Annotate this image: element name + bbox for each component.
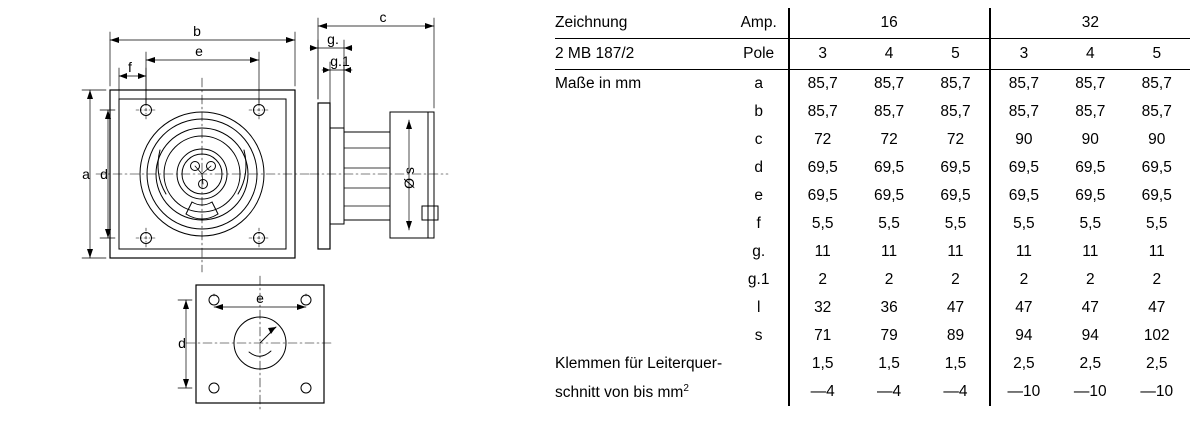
dim-label-d2: d: [178, 335, 186, 351]
cell-f-32-5: 5,5: [1145, 215, 1168, 233]
dim-label-s: Ø s: [401, 167, 417, 189]
row-spacer-c: [555, 126, 730, 154]
cell-d-16-4: 69,5: [874, 159, 905, 177]
cell-g1-32-4: 2: [1085, 271, 1095, 289]
table-row: [555, 238, 1190, 266]
row-dim-g: g.: [730, 238, 789, 266]
cell-l-16-5: 47: [922, 294, 989, 322]
terminal-dim-spacer-bottom: [730, 378, 789, 406]
cell-s-32-3: 94: [1015, 327, 1033, 345]
cell-b-16-3: 85,7: [807, 103, 838, 121]
cell-l-16-3: 32: [814, 299, 832, 317]
row-spacer-s: [555, 322, 730, 350]
cell-terminal-bottom-32-5: —10: [1140, 383, 1174, 401]
specification-table-panel: [555, 8, 1195, 418]
row-spacer-g1: [555, 266, 730, 294]
header-pole-32-3: 3: [990, 39, 1057, 70]
cell-terminal-top-32-5: 2,5: [1145, 355, 1168, 373]
dim-label-f: f: [128, 59, 132, 75]
table-row: [555, 266, 1190, 294]
cell-s-32-5: 102: [1143, 327, 1170, 345]
specification-table: [555, 8, 1190, 406]
table-header-row-pole: [555, 39, 1190, 70]
cell-c-16-5: 72: [922, 126, 989, 154]
cell-a-16-3: 85,7: [807, 75, 838, 93]
cell-c-32-3: 90: [1015, 131, 1033, 149]
terminal-label-superscript: 2: [683, 382, 689, 394]
header-pole-16-3: 3: [789, 39, 856, 70]
cell-b-32-3: 85,7: [1008, 103, 1039, 121]
row-dim-s: s: [730, 322, 789, 350]
cell-c-32-5: 90: [1148, 131, 1166, 149]
table-row: [555, 210, 1190, 238]
cell-l-32-4: 47: [1081, 299, 1099, 317]
row-spacer-f: [555, 210, 730, 238]
cell-e-32-3: 69,5: [1008, 187, 1039, 205]
cell-f-32-4: 5,5: [1079, 215, 1102, 233]
cell-d-32-5: 69,5: [1141, 159, 1172, 177]
cell-b-16-4: 85,7: [874, 103, 905, 121]
header-pole-32-5: 5: [1124, 39, 1190, 70]
table-row: [555, 294, 1190, 322]
cell-f-16-3: 5,5: [811, 215, 834, 233]
dim-label-c: c: [379, 9, 387, 25]
cell-a-16-5: 85,7: [922, 70, 989, 99]
row-spacer-l: [555, 294, 730, 322]
cell-g-16-4: 11: [881, 243, 898, 261]
cell-terminal-bottom-32-4: —10: [1073, 383, 1107, 401]
cell-e-32-4: 69,5: [1075, 187, 1106, 205]
cell-g-16-5: 11: [922, 238, 989, 266]
terminal-dim-spacer-top: [730, 350, 789, 378]
cell-a-16-4: 85,7: [874, 75, 905, 93]
cell-a-32-5: 85,7: [1141, 75, 1172, 93]
cell-terminal-bottom-32-3: —10: [1007, 383, 1041, 401]
row-spacer-e: [555, 182, 730, 210]
table-footer-row-top: [555, 350, 1190, 378]
cell-e-16-4: 69,5: [874, 187, 905, 205]
header-drawing-number: 2 MB 187/2: [555, 39, 730, 70]
cell-g1-16-3: 2: [818, 271, 827, 289]
cell-terminal-bottom-16-4: —4: [877, 383, 902, 401]
cell-g1-32-5: 2: [1152, 271, 1162, 289]
header-amp-group-32: 32: [990, 8, 1190, 39]
cell-g1-16-5: 2: [922, 266, 989, 294]
cell-terminal-top-32-4: 2,5: [1079, 355, 1102, 373]
row-spacer-g: [555, 238, 730, 266]
cell-f-16-4: 5,5: [878, 215, 900, 233]
cell-terminal-bottom-16-3: —4: [810, 383, 835, 401]
cell-a-32-3: 85,7: [1008, 75, 1039, 93]
cell-terminal-top-32-3: 2,5: [1013, 355, 1035, 373]
dimension-units-label: Maße in mm: [555, 75, 642, 93]
cell-terminal-bottom-16-5: —4: [922, 378, 989, 406]
cell-b-32-4: 85,7: [1075, 103, 1106, 121]
cell-c-32-4: 90: [1081, 131, 1099, 149]
terminal-label-line2-text: schnitt von bis mm: [555, 383, 684, 401]
row-dim-l: l: [730, 294, 789, 322]
cell-l-32-3: 47: [1015, 299, 1033, 317]
cell-s-16-4: 79: [880, 327, 898, 345]
cell-b-16-5: 85,7: [922, 98, 989, 126]
row-dim-f: f: [730, 210, 789, 238]
cell-a-32-4: 85,7: [1075, 75, 1106, 93]
cell-s-16-5: 89: [922, 322, 989, 350]
terminal-label-line2: [555, 378, 730, 406]
header-drawing-label: Zeichnung: [555, 8, 730, 39]
cell-e-16-3: 69,5: [807, 187, 838, 205]
row-dim-d: d: [730, 154, 789, 182]
cell-c-16-4: 72: [880, 131, 898, 149]
dim-label-b: b: [193, 23, 201, 39]
header-amp-group-16: 16: [789, 8, 990, 39]
cell-b-32-5: 85,7: [1141, 103, 1172, 121]
row-spacer-d: [555, 154, 730, 182]
cell-g-32-3: 11: [1015, 243, 1032, 261]
header-pole-32-4: 4: [1057, 39, 1123, 70]
table-row: [555, 182, 1190, 210]
cell-f-32-3: 5,5: [1013, 215, 1035, 233]
cell-c-16-3: 72: [814, 131, 832, 149]
row-dim-g1: g.1: [730, 266, 789, 294]
dim-label-e: e: [195, 43, 203, 59]
row-spacer-b: [555, 98, 730, 126]
dim-label-a: a: [82, 166, 90, 182]
header-pole-16-4: 4: [856, 39, 922, 70]
table-row: [555, 154, 1190, 182]
table-row: [555, 322, 1190, 350]
cell-g1-32-3: 2: [1019, 271, 1029, 289]
cell-g-16-3: 11: [814, 243, 831, 261]
dim-label-g: g.: [327, 31, 339, 47]
cell-d-16-5: 69,5: [922, 154, 989, 182]
header-amp-label: Amp.: [730, 8, 789, 39]
cell-e-32-5: 69,5: [1141, 187, 1172, 205]
cell-terminal-top-16-5: 1,5: [922, 350, 989, 378]
table-header-row-amp: [555, 8, 1190, 39]
table-row: [555, 126, 1190, 154]
row-dim-c: c: [730, 126, 789, 154]
technical-drawing: [0, 0, 545, 427]
dim-label-g1: g.1: [330, 53, 350, 69]
dim-label-d: d: [100, 166, 108, 182]
header-pole-label: Pole: [730, 39, 789, 70]
cell-e-16-5: 69,5: [922, 182, 989, 210]
cell-d-32-4: 69,5: [1075, 159, 1106, 177]
terminal-label-line1: Klemmen für Leiterquer-: [555, 355, 723, 373]
cell-l-16-4: 36: [880, 299, 898, 317]
row-dim-e: e: [730, 182, 789, 210]
dim-label-e2: e: [256, 290, 264, 306]
cell-terminal-top-16-3: 1,5: [811, 355, 834, 373]
cell-g-32-4: 11: [1082, 243, 1099, 261]
cell-d-32-3: 69,5: [1008, 159, 1039, 177]
row-dim-a: a: [730, 70, 789, 99]
cell-f-16-5: 5,5: [922, 210, 989, 238]
cell-g1-16-4: 2: [884, 271, 894, 289]
table-row: [555, 70, 1190, 99]
cell-d-16-3: 69,5: [807, 159, 838, 177]
header-pole-16-5: 5: [922, 39, 989, 70]
cell-s-16-3: 71: [814, 327, 832, 345]
cell-s-32-4: 94: [1081, 327, 1099, 345]
table-row: [555, 98, 1190, 126]
row-dim-b: b: [730, 98, 789, 126]
table-footer-row-bottom: [555, 378, 1190, 406]
cell-g-32-5: 11: [1148, 243, 1165, 261]
cell-l-32-5: 47: [1148, 299, 1166, 317]
cell-terminal-top-16-4: 1,5: [878, 355, 900, 373]
